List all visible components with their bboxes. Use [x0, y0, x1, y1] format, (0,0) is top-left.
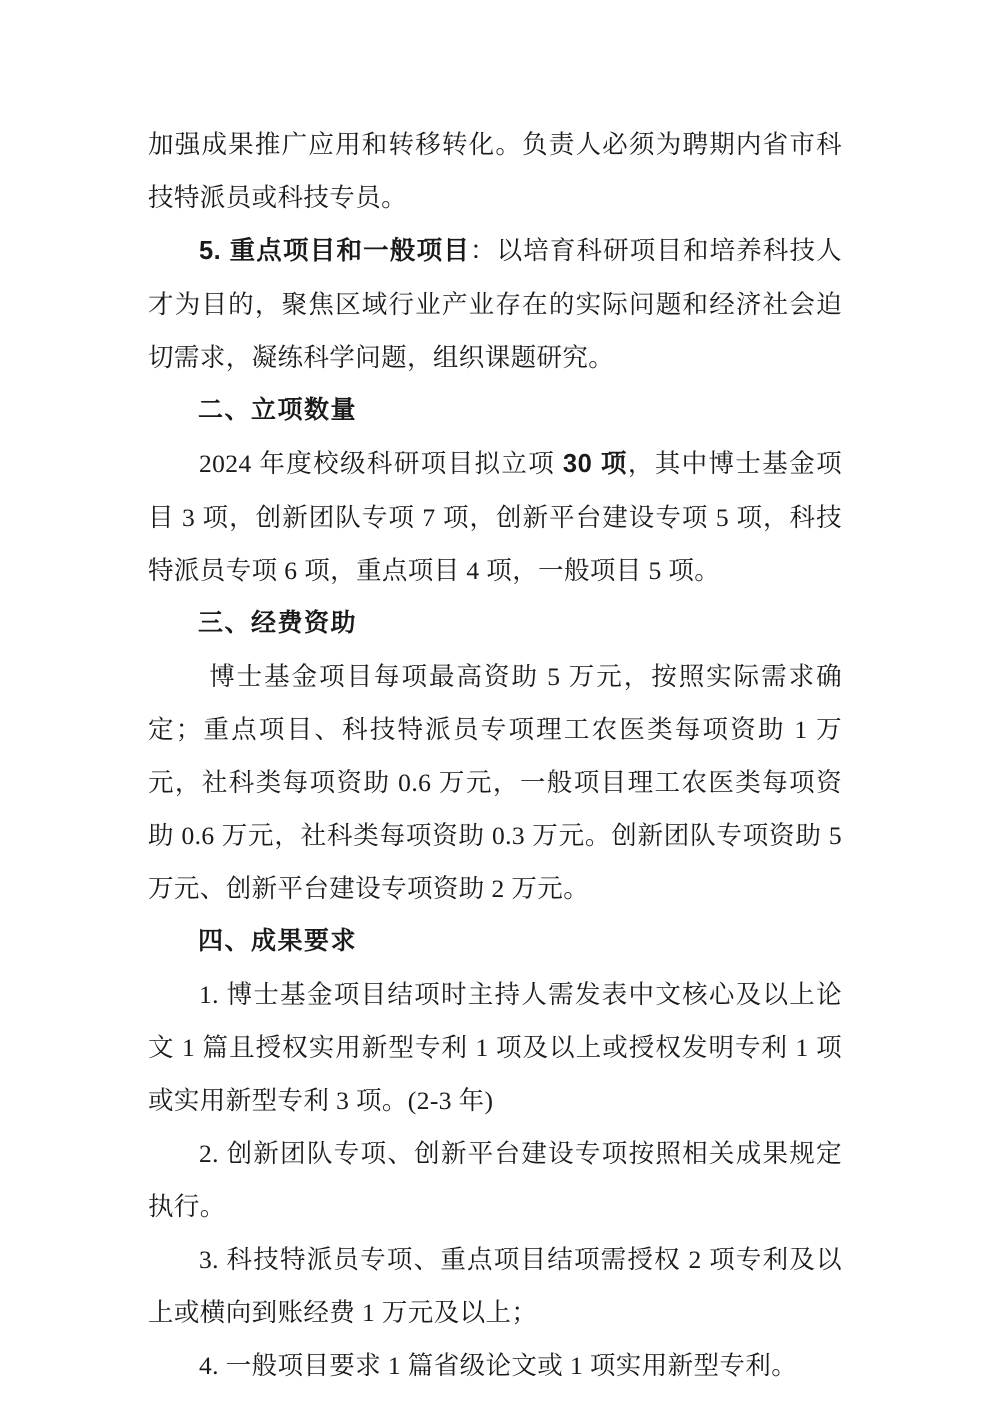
heading-section-three: 三、经费资助: [198, 609, 358, 637]
heading-section-two: 二、立项数量: [198, 396, 358, 424]
paragraph-item-5-label: 5. 重点项目和一般项目: [199, 237, 471, 265]
heading-section-four: 四、成果要求: [198, 927, 358, 955]
document-body: [148, 118, 842, 1392]
paragraph-result-1: 1. 博士基金项目结项时主持人需发表中文核心及以上论文 1 篇且授权实用新型专利 1 项及以上或授权发明专利 1 项或实用新型专利 3 项。(2-3 年): [148, 980, 842, 1115]
paragraph-item-5: [148, 224, 842, 384]
paragraph-section-three-body: 博士基金项目每项最高资助 5 万元，按照实际需求确定；重点项目、科技特派员专项理工农医类每项资助 1 万元，社科类每项资助 0.6 万元，一般项目理工农医类每项资助 0.6 万元，社科类每项资助 0.3 万元。创新团队专项资助 5 万元、创新平台建设专项资助 2 万元。: [148, 662, 842, 903]
paragraph-section-two-body: [148, 437, 842, 597]
paragraph-result-2: 2. 创新团队专项、创新平台建设专项按照相关成果规定执行。: [148, 1139, 842, 1221]
paragraph-item-5-text: ：以培育科研项目和培养科技人才为目的，聚焦区域行业产业存在的实际问题和经济社会迫切需求，凝练科学问题，组织课题研究。: [148, 236, 842, 372]
paragraph-continued: [148, 118, 842, 224]
paragraph-section-two-text: 2024 年度校级科研项目拟立项 30 项，其中博士基金项目 3 项，创新团队专项 7 项，创新平台建设专项 5 项，科技特派员专项 6 项，重点项目 4 项，一般项目 5 项。: [148, 449, 842, 585]
paragraph-continued-text: 加强成果推广应用和转移转化。负责人必须为聘期内省市科技特派员或科技专员。: [148, 130, 842, 212]
paragraph-result-4: 4. 一般项目要求 1 篇省级论文或 1 项实用新型专利。: [199, 1351, 798, 1380]
quantity-total-emphasis: 30 项: [562, 450, 628, 478]
paragraph-result-3: 3. 科技特派员专项、重点项目结项需授权 2 项专利及以上或横向到账经费 1 万元及以上；: [148, 1245, 842, 1327]
